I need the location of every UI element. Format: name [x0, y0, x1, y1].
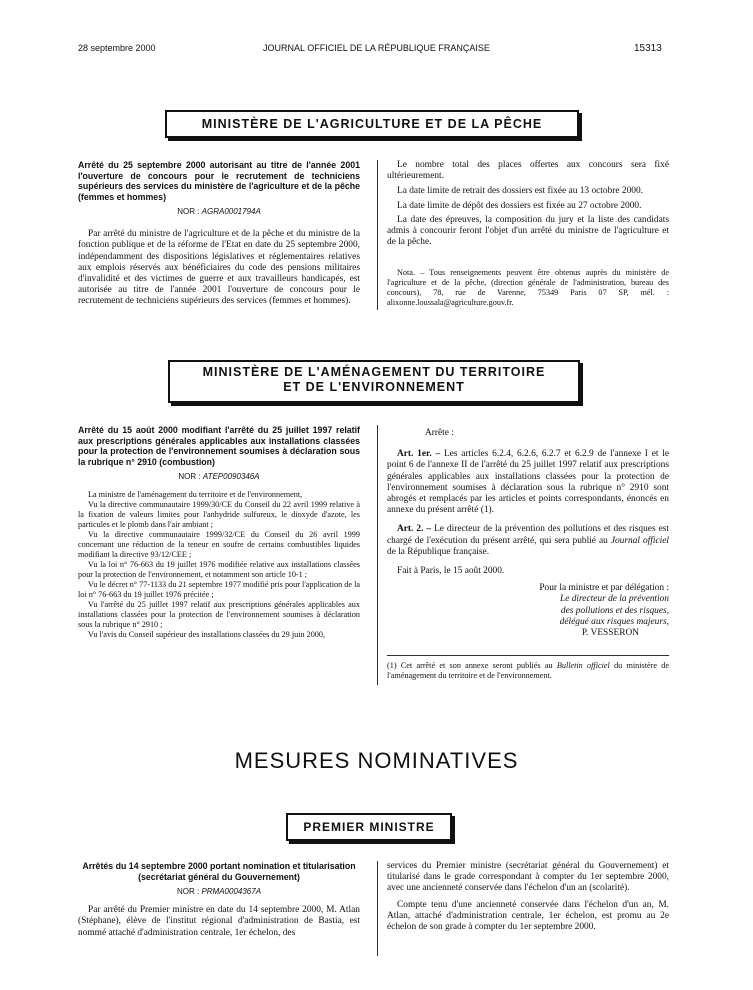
signature-place-date: Fait à Paris, le 15 août 2000. — [397, 566, 505, 577]
ministry-title-line2: ET DE L'ENVIRONNEMENT — [283, 380, 465, 394]
paragraph: La date limite de retrait des dossiers est fixée au 13 octobre 2000. — [397, 186, 644, 197]
arrete-label: Arrête : — [425, 428, 454, 438]
paragraph: services du Premier ministre (secrétariat général du Gouvernement) et titularisé dans le grade correspondant à compter du 1er septembre 2000, avec une ancienneté conservée dans l'échelon d'un an (scolarité). — [387, 861, 669, 894]
decree-body: Par arrêté du ministre de l'agriculture et de la pêche et du ministre de la fonction publique et de la réforme de l'Etat en date du 25 septembre 2000, indépendamment des dispositions législatives et réglementaires relatives aux emplois réservés aux bénéficiaires du code des pensions militaires d'invalidité et des victimes de guerre et aux travailleurs handicapés, est autorisée au titre de l'année 2001 l'ouverture de concours pour le recrutement de techniciens supérieurs des services (femmes et hommes). — [78, 229, 360, 307]
paragraph: Vu l'avis du Conseil supérieur des installations classées du 29 juin 2000, — [88, 630, 326, 640]
nota: Nota. – Tous renseignements peuvent être obtenus auprès du ministère de l'agriculture et de la pêche, (direction générale de l'administration, bureau des concours), 78, rue de Varenne, 75349 Paris 07 SP, mél. : alixonne.loussala@agriculture.gouv.fr. — [387, 268, 669, 308]
ministry-title-line1: MINISTÈRE DE L'AMÉNAGEMENT DU TERRITOIRE — [202, 365, 546, 379]
header-date: 28 septembre 2000 — [78, 43, 156, 53]
decree-environment-right — [387, 428, 669, 681]
section-heading: MESURES NOMINATIVES — [234, 748, 519, 773]
paragraph: La date des épreuves, la composition du jury et la liste des candidats admis à concourir feront l'objet d'un arrêté du ministre de l'agriculture et de la pêche. — [387, 214, 669, 248]
paragraph: Le nombre total des places offertes aux concours sera fixé ultérieurement. — [387, 160, 669, 182]
paragraph: Vu la directive communautaire 1999/30/CE du Conseil du 22 avril 1999 relative à la fixation de valeurs limites pour l'anhydride sulfureux, le dioxyde d'azote, les particules et le plomb dans l'air ambiant ; — [78, 500, 360, 530]
paragraph: La date limite de dépôt des dossiers est fixée au 27 octobre 2000. — [397, 200, 642, 211]
ministry-box-environment — [168, 360, 580, 403]
paragraph: La ministre de l'aménagement du territoire et de l'environnement, — [88, 490, 303, 500]
paragraph: Compte tenu d'une ancienneté conservée dans l'échelon d'un an, M. Atlan, attaché d'administration centrale, 1er échelon, est promu au 2e échelon de son grade à compter du 1er septembre 2000. — [387, 899, 669, 933]
decree-agriculture-right — [387, 160, 669, 308]
footnote: (1) Cet arrêté et son annexe seront publiés au Bulletin officiel du ministère de l'aménagement du territoire et de l'environnement. — [387, 655, 669, 681]
nor-reference: NOR : ATEP0090346A — [178, 472, 260, 481]
decree-pm-right — [387, 861, 669, 933]
ministry-box-agriculture — [165, 110, 579, 138]
ministry-title: MINISTÈRE DE L'AGRICULTURE ET DE LA PÊCHE — [201, 117, 543, 131]
decree-environment-left — [78, 425, 360, 640]
paragraph: Vu l'arrêté du 25 juillet 1997 relatif aux prescriptions générales applicables aux installations classées pour la protection de l'environnement soumises à déclaration sous la rubrique n° 2910 ; — [78, 600, 360, 630]
decree-title: Arrêtés du 14 septembre 2000 portant nomination et titularisation (secrétariat général du Gouvernement) — [82, 861, 356, 882]
paragraph: Vu le décret n° 77-1133 du 21 septembre 1977 modifié pris pour l'application de la loi n° 76-663 du 19 juillet 1976 précitée ; — [78, 580, 360, 600]
ministry-box-premier-ministre — [286, 813, 452, 841]
decree-agriculture-left — [78, 160, 360, 308]
decree-title: Arrêté du 25 septembre 2000 autorisant au titre de l'année 2001 l'ouverture de concours pour le recrutement de techniciens supérieurs des services du ministère de l'agriculture et de la pêche (femmes et hommes) — [78, 160, 360, 202]
signature-block: Pour la ministre et par délégation : Le directeur de la prévention des pollutions et des risques, délégué aux risques majeurs, P. VESSERON — [539, 583, 669, 639]
journal-title: JOURNAL OFFICIEL DE LA RÉPUBLIQUE FRANÇAISE — [263, 43, 490, 53]
decree-pm-left — [78, 861, 360, 939]
article-2: Art. 2. – Le directeur de la prévention des pollutions et des risques est chargé de l'exécution du présent arrêté, qui sera publié au Journal officiel de la République française. — [387, 524, 670, 557]
nor-reference: NOR : AGRA0001794A — [177, 207, 261, 216]
column-divider — [377, 160, 378, 310]
article-1: Art. 1er. – Les articles 6.2.4, 6.2.6, 6.2.7 et 6.2.9 de l'annexe I et le point 6 de l'annexe II de l'arrêté du 25 juillet 1997 relatif aux prescriptions générales applicables aux installations classées pour la protection de l'environnement soumises à déclaration sous la rubrique n° 2910 sont abrogés et remplacés par les articles et points correspondants, énoncés en annexe du présent arrêté (1). — [387, 449, 670, 516]
nor-reference: NOR : PRMA0004367A — [176, 887, 262, 896]
decree-title: Arrêté du 15 août 2000 modifiant l'arrêté du 25 juillet 1997 relatif aux prescriptions générales applicables aux installations classées pour la protection de l'environnement soumises à déclaration sous la rubrique n° 2910 (combustion) — [78, 425, 360, 467]
ministry-title: PREMIER MINISTRE — [303, 820, 435, 834]
column-divider — [377, 425, 378, 685]
page-number: 15313 — [634, 43, 662, 54]
column-divider — [377, 861, 378, 956]
decree-body: Par arrêté du Premier ministre en date du 14 septembre 2000, M. Atlan (Stéphane), élève de l'institut régional d'administration de Bastia, est nommé attaché d'administration centrale, 1er échelon, des — [78, 905, 360, 938]
paragraph: Vu la loi n° 76-663 du 19 juillet 1976 modifiée relative aux installations classées pour la protection de l'environnement, et notamment son article 10-1 ; — [78, 560, 360, 580]
paragraph: Vu la directive communautaire 1999/32/CE du Conseil du 26 avril 1999 concernant une réduction de la teneur en soufre de certains combustibles liquides modifiant la directive 93/12/CEE ; — [78, 530, 360, 560]
